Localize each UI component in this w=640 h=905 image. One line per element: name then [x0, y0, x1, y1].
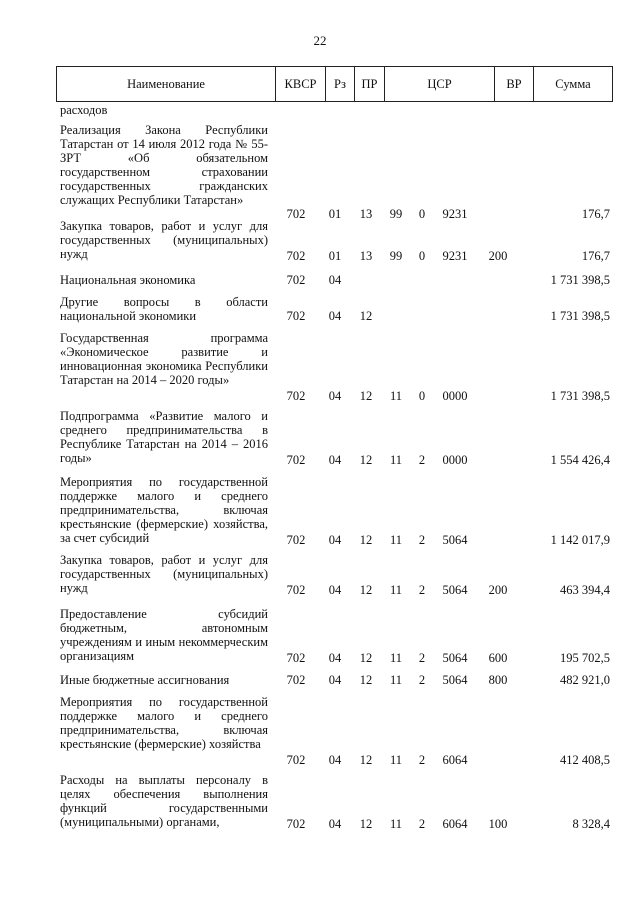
row-name: расходов [60, 103, 108, 117]
row-kvsr: 702 [286, 453, 306, 467]
row-csr2: 0 [418, 249, 426, 263]
row-kvsr: 702 [286, 273, 306, 287]
table-header [56, 66, 613, 102]
row-pr: 12 [359, 753, 373, 767]
header-csr: ЦСР [384, 67, 494, 101]
row-pr: 12 [359, 533, 373, 547]
row-rz: 04 [328, 389, 342, 403]
row-name: Государственная программа «Экономическое развитие и инновационная экономика Республики Татарстан на 2014 – 2020 годы» [60, 331, 268, 387]
row-sum: 1 731 398,5 [550, 309, 610, 323]
row-pr: 12 [359, 817, 373, 831]
row-pr: 13 [359, 249, 373, 263]
row-csr3: 5064 [442, 651, 468, 665]
row-sum: 1 731 398,5 [550, 273, 610, 287]
row-csr2: 2 [418, 817, 426, 831]
row-sum: 1 731 398,5 [550, 389, 610, 403]
row-csr3: 5064 [442, 583, 468, 597]
row-vr: 100 [488, 817, 508, 831]
row-csr2: 0 [418, 389, 426, 403]
row-csr1: 11 [389, 753, 403, 767]
row-name: Расходы на выплаты персоналу в целях обеспечения выполнения функций государственными (муниципальными) органами, [60, 773, 268, 829]
row-csr2: 2 [418, 753, 426, 767]
row-csr1: 11 [389, 673, 403, 687]
row-name: Закупка товаров, работ и услуг для государственных (муниципальных) нужд [60, 219, 268, 261]
row-csr3: 6064 [442, 753, 468, 767]
row-name: Национальная экономика [60, 273, 196, 287]
row-vr: 600 [488, 651, 508, 665]
row-rz: 04 [328, 309, 342, 323]
row-rz: 04 [328, 583, 342, 597]
page-number: 22 [313, 33, 327, 48]
header-kvsr: КВСР [275, 67, 325, 101]
row-sum: 1 554 426,4 [550, 453, 610, 467]
row-vr: 800 [488, 673, 508, 687]
header-rz: Рз [325, 67, 354, 101]
row-csr3: 6064 [442, 817, 468, 831]
row-csr1: 11 [389, 817, 403, 831]
row-pr: 13 [359, 207, 373, 221]
row-rz: 01 [328, 207, 342, 221]
row-sum: 463 394,4 [560, 583, 610, 597]
row-csr3: 0000 [442, 453, 468, 467]
header-vr: ВР [494, 67, 533, 101]
row-name: Предоставление субсидий бюджетным, автономным учреждениям и иным некоммерческим организациям [60, 607, 268, 663]
row-csr2: 2 [418, 533, 426, 547]
row-kvsr: 702 [286, 673, 306, 687]
row-rz: 04 [328, 453, 342, 467]
row-kvsr: 702 [286, 389, 306, 403]
row-csr3: 9231 [442, 207, 468, 221]
row-csr1: 11 [389, 651, 403, 665]
header-name: Наименование [127, 77, 205, 91]
row-vr: 200 [488, 583, 508, 597]
row-sum: 176,7 [581, 207, 610, 221]
row-kvsr: 702 [286, 651, 306, 665]
row-csr3: 0000 [442, 389, 468, 403]
row-csr3: 5064 [442, 673, 468, 687]
row-pr: 12 [359, 389, 373, 403]
row-csr2: 2 [418, 583, 426, 597]
row-csr1: 11 [389, 453, 403, 467]
row-name: Подпрограмма «Развитие малого и среднего предпринимательства в Республике Татарстан на 2014 – 2016 годы» [60, 409, 268, 465]
row-csr2: 2 [418, 651, 426, 665]
row-pr: 12 [359, 651, 373, 665]
row-csr2: 2 [418, 453, 426, 467]
row-name: Мероприятия по государственной поддержке малого и среднего предпринимательства, включая крестьянские (фермерские) хозяйства [60, 695, 268, 751]
row-kvsr: 702 [286, 753, 306, 767]
row-csr3: 5064 [442, 533, 468, 547]
row-csr1: 99 [389, 249, 403, 263]
row-kvsr: 702 [286, 249, 306, 263]
row-kvsr: 702 [286, 583, 306, 597]
row-csr2: 2 [418, 673, 426, 687]
row-name: Мероприятия по государственной поддержке малого и среднего предпринимательства, включая крестьянские (фермерские) хозяйства, за счет субсидий [60, 475, 268, 545]
row-rz: 04 [328, 673, 342, 687]
row-csr2: 0 [418, 207, 426, 221]
row-pr: 12 [359, 309, 373, 323]
row-kvsr: 702 [286, 309, 306, 323]
row-kvsr: 702 [286, 207, 306, 221]
row-sum: 195 702,5 [560, 651, 610, 665]
row-rz: 04 [328, 753, 342, 767]
row-rz: 04 [328, 817, 342, 831]
row-kvsr: 702 [286, 817, 306, 831]
row-sum: 482 921,0 [560, 673, 610, 687]
row-pr: 12 [359, 453, 373, 467]
row-pr: 12 [359, 583, 373, 597]
row-sum: 1 142 017,9 [550, 533, 610, 547]
row-name: Иные бюджетные ассигнования [60, 673, 230, 687]
row-rz: 04 [328, 651, 342, 665]
row-csr1: 99 [389, 207, 403, 221]
row-csr1: 11 [389, 583, 403, 597]
row-sum: 412 408,5 [560, 753, 610, 767]
row-sum: 176,7 [581, 249, 610, 263]
row-csr1: 11 [389, 389, 403, 403]
row-pr: 12 [359, 673, 373, 687]
row-sum: 8 328,4 [572, 817, 610, 831]
row-name: Другие вопросы в области национальной экономики [60, 295, 268, 323]
row-rz: 04 [328, 273, 342, 287]
row-csr3: 9231 [442, 249, 468, 263]
row-csr1: 11 [389, 533, 403, 547]
header-pr: ПР [354, 67, 384, 101]
row-name: Закупка товаров, работ и услуг для государственных (муниципальных) нужд [60, 553, 268, 595]
row-name: Реализация Закона Республики Татарстан от 14 июля 2012 года № 55-ЗРТ «Об обязательном государственном страховании государственных гражданских служащих Республики Татарстан» [60, 123, 268, 207]
row-vr: 200 [488, 249, 508, 263]
row-rz: 01 [328, 249, 342, 263]
header-sum: Сумма [533, 67, 612, 101]
row-rz: 04 [328, 533, 342, 547]
row-kvsr: 702 [286, 533, 306, 547]
